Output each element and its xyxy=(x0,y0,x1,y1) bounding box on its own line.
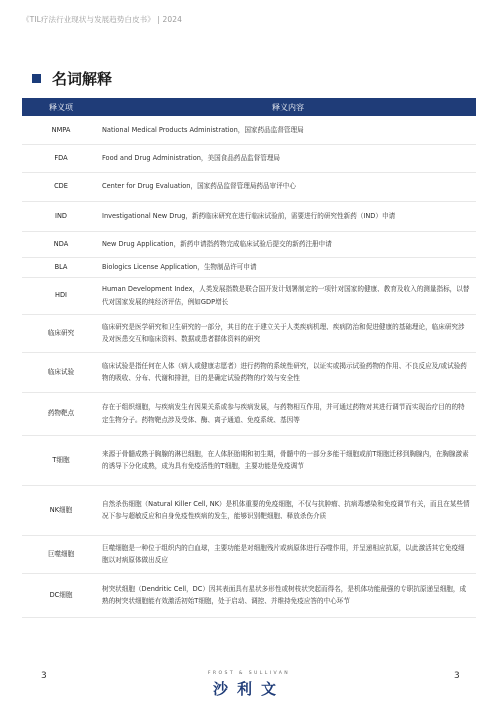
section-title-text: 名词解释 xyxy=(52,70,113,88)
term-cell: NK细胞 xyxy=(49,505,73,514)
term-cell: 临床试验 xyxy=(47,367,75,376)
term-cell: CDE xyxy=(54,182,68,191)
term-cell: NMPA xyxy=(51,125,71,134)
table-row xyxy=(22,535,476,573)
table-header-row xyxy=(22,98,476,116)
definition-cell: Biologics License Application，生物制品许可申请 xyxy=(102,262,257,271)
definition-cell: New Drug Application，新药申请指药物完成临床试验后提交的新药注册申请 xyxy=(102,239,332,248)
definition-cell: 来源于骨髓成熟于胸腺的淋巴细胞，在人体胚胎期和初生期，骨髓中的一部分多能干细胞或前T细胞迁移到胸腺内，在胸腺激素的诱导下分化成熟，成为具有免疫活性的T细胞，主要功能是免疫调节 xyxy=(102,449,469,470)
brand-logo xyxy=(188,671,310,699)
table-row xyxy=(22,257,476,277)
brand-name-latin: FROST & SULLIVAN xyxy=(207,671,291,676)
brand-name-chinese: 沙利文 xyxy=(212,680,285,698)
definition-cell: 自然杀伤细胞（Natural Killer Cell, NK）是机体重要的免疫细胞，不仅与抗肿瘤、抗病毒感染和免疫调节有关，而且在某些情况下参与超敏反应和自身免疫性疾病的发生，能够识别靶细胞、释放杀伤介质 xyxy=(102,499,470,520)
definition-cell: National Medical Products Administration，国家药品监督管理局 xyxy=(102,125,304,134)
definition-cell: 存在于组织细胞，与疾病发生有因果关系或参与疾病发展，与药物相互作用，并可通过药物对其进行调节而实现治疗目的的特定生物分子。药物靶点涉及受体、酶、离子通道、免疫系统、基因等 xyxy=(102,403,465,424)
table-row xyxy=(22,352,476,392)
page-number-left: 3 xyxy=(41,671,47,681)
column-header-term: 释义项 xyxy=(22,98,100,116)
term-cell: DC细胞 xyxy=(49,590,73,599)
term-cell: T细胞 xyxy=(52,455,70,464)
document-header: 《TIL疗法行业现状与发展趋势白皮书》 | 2024 xyxy=(22,15,182,24)
section-title xyxy=(32,68,112,89)
table-row xyxy=(22,231,476,257)
term-cell: 巨噬细胞 xyxy=(47,549,75,558)
definition-cell: 临床研究是医学研究和卫生研究的一部分，其目的在于建立关于人类疾病机理、疾病防治和促进健康的基础理论，临床研究涉及对医患交互和临床资料、数据或患者群体资料的研究 xyxy=(102,322,465,343)
definition-cell: Human Development Index，人类发展指数是联合国开发计划署制定的一项针对国家的健康、教育及收入的测量指标，以替代对国家发展的纯经济评估，例如GDP增长 xyxy=(102,285,470,306)
definition-cell: Center for Drug Evaluation，国家药品监督管理局药品审评中心 xyxy=(102,182,296,191)
table-row xyxy=(22,485,476,535)
term-cell: FDA xyxy=(54,153,68,162)
table-row xyxy=(22,144,476,172)
table-row xyxy=(22,314,476,352)
definition-cell: Food and Drug Administration，美国食品药品监督管理局 xyxy=(102,153,281,162)
term-cell: NDA xyxy=(53,239,69,248)
table-row xyxy=(22,201,476,231)
bullet-square-icon xyxy=(32,74,41,83)
definition-cell: 临床试验是指任何在人体（病人或健康志愿者）进行药物的系统性研究，以证实或揭示试验药物的作用、不良反应及/或试验药物的吸收、分布、代谢和排泄，目的是确定试验药物的疗效与安全性 xyxy=(102,361,467,382)
definition-cell: 巨噬细胞是一种位于组织内的白血球，主要功能是对细胞残片或病原体进行吞噬作用，并呈递相应抗原，以此激活其它免疫细胞以对病原体做出反应 xyxy=(102,543,465,564)
table-row xyxy=(22,172,476,201)
definition-cell: 树突状细胞（Dendritic Cell，DC）因其表面具有星状多形性或树枝状突起而得名，是机体功能最强的专职抗原递呈细胞，成熟的树突状细胞能有效激活初始T细胞，处于启动、调控、并维持免疫应答的中心环节 xyxy=(102,584,467,605)
table-row xyxy=(22,277,476,314)
table-row xyxy=(22,392,476,435)
term-cell: IND xyxy=(55,211,67,220)
table-row xyxy=(22,116,476,144)
table-row xyxy=(22,573,476,617)
term-cell: 药物靶点 xyxy=(47,409,75,418)
table-row xyxy=(22,435,476,485)
column-header-definition: 释义内容 xyxy=(100,98,476,116)
definition-cell: Investigational New Drug，新药临床研究在进行临床试验前，需要进行的研究性新药（IND）申请 xyxy=(102,211,396,220)
term-cell: 临床研究 xyxy=(47,328,75,337)
table-body xyxy=(22,116,476,617)
term-cell: HDI xyxy=(55,291,67,300)
glossary-table xyxy=(22,98,476,618)
term-cell: BLA xyxy=(54,262,68,271)
page-number-right: 3 xyxy=(454,671,460,681)
